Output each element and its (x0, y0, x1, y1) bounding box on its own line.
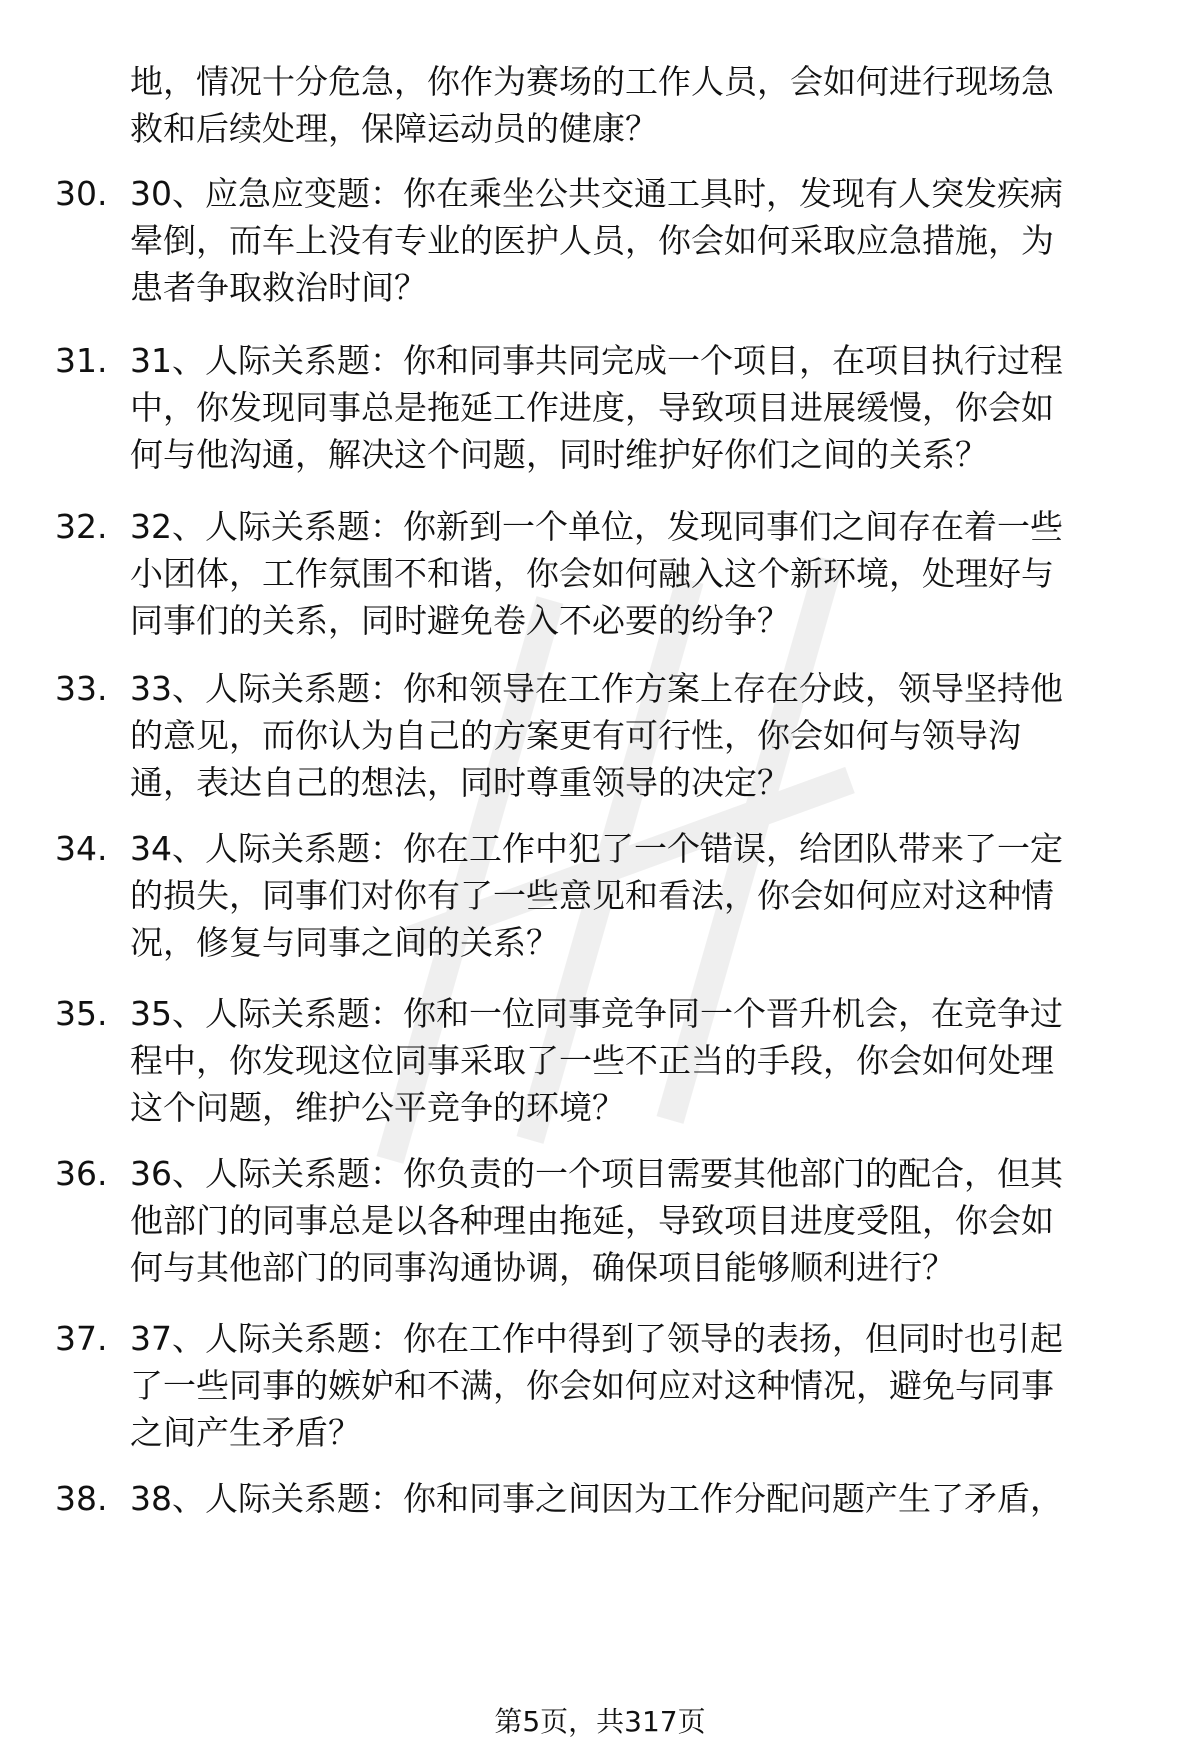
question-text: 32、人际关系题：你新到一个单位，发现同事们之间存在着一些 小团体，工作氛围不和谐，你会如何融入这个新环境，处理好与 同事们的关系，同时避免卷入不必要的纷争？ (130, 507, 1063, 640)
question-number: 34. (55, 829, 108, 868)
question-text: 33、人际关系题：你和领导在工作方案上存在分歧，领导坚持他 的意见，而你认为自己的方案更有可行性，你会如何与领导沟 通，表达自己的想法，同时尊重领导的决定？ (130, 669, 1063, 802)
question-text: 30、应急应变题：你在乘坐公共交通工具时，发现有人突发疾病 晕倒，而车上没有专业的医护人员，你会如何采取应急措施，为 患者争取救治时间？ (130, 174, 1063, 307)
question-number: 30. (55, 174, 108, 213)
question-text: 34、人际关系题：你在工作中犯了一个错误，给团队带来了一定 的损失，同事们对你有了一些意见和看法，你会如何应对这种情 况，修复与同事之间的关系？ (130, 829, 1063, 962)
question-text: 37、人际关系题：你在工作中得到了领导的表扬，但同时也引起 了一些同事的嫉妒和不满，你会如何应对这种情况，避免与同事 之间产生矛盾？ (130, 1319, 1063, 1452)
question-number: 37. (55, 1319, 108, 1358)
question-text: 36、人际关系题：你负责的一个项目需要其他部门的配合，但其 他部门的同事总是以各种理由拖延，导致项目进度受阻，你会如 何与其他部门的同事沟通协调，确保项目能够顺利进行？ (130, 1154, 1063, 1287)
question-number: 31. (55, 341, 108, 380)
question-text: 35、人际关系题：你和一位同事竞争同一个晋升机会，在竞争过 程中，你发现这位同事采取了一些不正当的手段，你会如何处理 这个问题，维护公平竞争的环境？ (130, 994, 1063, 1127)
question-text: 38、人际关系题：你和同事之间因为工作分配问题产生了矛盾， (130, 1479, 1063, 1518)
question-number: 33. (55, 669, 108, 708)
question-number: 35. (55, 994, 108, 1033)
question-number: 38. (55, 1479, 108, 1518)
question-number: 32. (55, 507, 108, 546)
question-number: 36. (55, 1154, 108, 1193)
continued-question-text: 地，情况十分危急，你作为赛场的工作人员，会如何进行现场急 救和后续处理，保障运动员的健康？ (130, 62, 1054, 148)
page-footer: 第5页，共317页 (494, 1705, 706, 1738)
question-text: 31、人际关系题：你和同事共同完成一个项目，在项目执行过程 中，你发现同事总是拖延工作进度，导致项目进展缓慢，你会如 何与他沟通，解决这个问题，同时维护好你们之间的关系？ (130, 341, 1063, 474)
